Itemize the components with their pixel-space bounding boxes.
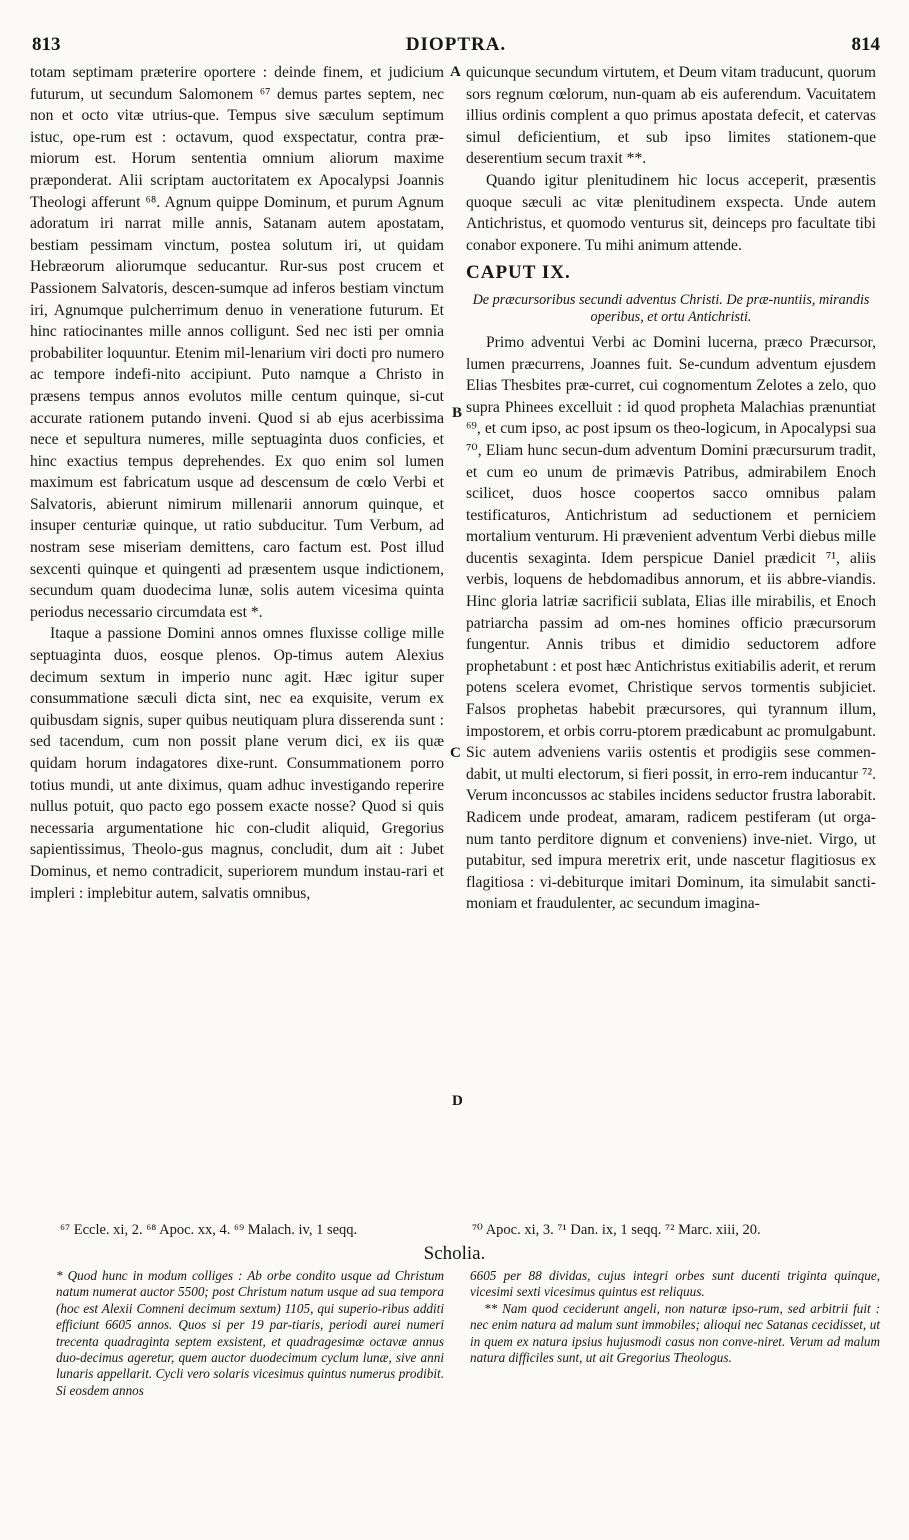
scholion-1: * Quod hunc in modum colliges : Ab orbe condito usque ad Christum natum numerat auctor 5500; post Christum natum usque ad sua tempora (hoc est Alexii Comneni decimum sextum) 1105, qui superio-ribus additi efficiunt 6605 annos. Quos si per 19 par-tiaris, periodi aurei numeri trecenta quadraginta septem exsistent, et quadragesimæ octavæ annus duo-decimus ageretur, quem auctor duodecimum cyclum lunæ, sive anni lunaris appellarit. Cycli vero solaris vicesimus quintus numerus prodibit. Si eosdem annos — [56, 1268, 444, 1398]
right-paragraph-3: Primo adventui Verbi ac Domini lucerna, præco Præcursor, lumen præcurrens, Joannes fuit. Se-cundum adventum ejusdem Elias Thesbites præ-curret, cui cognomentum Zelotes a zelo, quo supra Phinees excelluit : id quod propheta Malachias prænuntiat ⁶⁹, et cum ipso, ac post ipsum os theo-logicum, in Apocalypsi sua ⁷⁰, Eliam hunc secun-dum adventum Domini præcursurum tradit, et cum eo unum de primævis Patribus, admirabilem Enoch scilicet, duos hosce coopertos sacco omnibus palam testificaturos, Antichristum ad seductionem et perniciem mortalium venturum. Hi prævenient adventum Verbi diebus mille ducentis sexaginta. Idem perspicue Daniel prædicit ⁷¹, aliis verbis, loquens de hebdomadibus annorum, et iis abbre-viandis. Hinc gloria latriæ sacrificii sublata, Elias ille mirabilis, et Enoch patriarcha passim ad om-nes homines officio præcursorum fungentur. Annis tribus et dimidio seductorem adfore prophetabunt : et post hæc Antichristus exitiabilis aderit, et rerum potens scelera evomet, Christique servos tormentis subjiciet. Falsos prophetas habebit præcursores, qui tyrannum illum, impostorem, et orbis corru-ptorem prædicabunt ac promulgabunt. Sic autem adveniens variis ostentis et prodigiis sese commen-dabit, ut multi electorum, si fieri possit, in erro-rem inducantur ⁷². Verum inconcussos ac stabiles incidens seductor frustra laborabit. Radicem unde prodeat, amaram, radicem pestiferam (ut orga-num tanto perditore dignum et conveniens) inve-niet. Virgo, ut putabitur, sed impura meretrix erit, unde nascetur flagitiosus ex flagitiosa : vi-debiturque imitari Dominum, ita simulabit sancti-moniam et fraudulenter, ac secundum imagina- — [466, 333, 876, 913]
footnotes-right: ⁷⁰ Apoc. xi, 3. ⁷¹ Dan. ix, 1 seqq. ⁷² Marc. xiii, 20. — [472, 1222, 761, 1238]
right-paragraph-2: Quando igitur plenitudinem hic locus acceperit, præsentis quoque sæculi ac vitæ plenitudinem exspecta. Unde autem Antichristus, et quomodo venturus sit, deinceps pro facultate tibi conabor exponere. Tu mihi animum attende. — [466, 171, 876, 254]
margin-letter-c: C — [450, 745, 461, 761]
margin-letter-d: D — [452, 1093, 463, 1109]
left-paragraph-1: totam septimam præterire oportere : deinde finem, et judicium futurum, ut secundum Salomonem ⁶⁷ demus partes septem, nec non et octo vitæ utrius-que. Tempus sive sæculum septimum istuc, ope-rum est : octavum, quod exspectatur, contra præ-miorum est. Horum sententia omnium aliorum maxime præponderat. Alii scriptam auctoritatem ex Apocalypsi Joannis Theologi afferunt ⁶⁸. Agnum quippe Dominum, et purum Agnum adoratum iri narrat mille annis, Satanam autem apostatam, bestiam pessimam vinctum, postea solutum iri, ut quidam Hebræorum aliorumque seducantur. Rur-sus post crucem et Passionem Salvatoris, descen-sumque ad inferos bestiam vinctum iri, Agnumque pulcherrimum denuo in veneratione futurum. Et hinc ratiocinantes mille annos colligunt. Sed nec isti per omnia probabiliter loquuntur. Etenim mil-lenarium viri docti pro numero ac tempore indefi-nito accipiunt. Puto namque a Christo in præsens tempus annos evolutos mille centum quinque, si-cut accurate rationem putando inveni. Quod si ab ejus acerbissima nece et sepultura numeres, mille septuaginta duos conficies, et hinc exactius tempus deprehendes. Ex quo enim sol lumen maximum est fabricatum usque ad descensum de cœlo Verbi et Salvatoris, abierunt nimirum millenarii annorum quinque, et insuper centuriæ quinque, ut ratio subducitur. Tum Verbum, ad nostram sese miseriam demittens, caro factum est. Post illud sexcenti quinque et quingenti ad præsentem usque indictionem, secundum quam duodecima lunæ, solis autem vicesima quinta periodus necessario circumdata est *. — [30, 64, 444, 621]
margin-letter-a: A — [450, 64, 461, 80]
scholion-2: ** Nam quod ceciderunt angeli, non naturæ ipso-rum, sed arbitrii fuit : nec enim natura ad malum sunt immobiles; alioqui nec Satanas cecidisset, ut in quem ex natura ipsius hujusmodi casus non conve-niret. Verum ad malum natura difficiles sunt, ut ait Gregorius Theologus. — [470, 1300, 880, 1366]
right-paragraph-1: quicunque secundum virtutem, et Deum vitam traducunt, quorum sors regnum cœlorum, nun-quam ab eis auferendum. Vacuitatem illius ordinis complent a quo primus apostata defecit, et catervas simul deficientium, et sub ipso limites stationem-que deserentium secum traxit **. — [466, 64, 876, 168]
scholion-1-continued: 6605 per 88 dividas, cujus integri orbes sunt ducenti triginta quinque, vicesimi sexti vicesimus quintus est reliquus. — [470, 1268, 880, 1300]
footnotes-left: ⁶⁷ Eccle. xi, 2. ⁶⁸ Apoc. xx, 4. ⁶⁹ Malach. iv, 1 seqq. — [60, 1222, 358, 1238]
scholia-left-column — [56, 1268, 444, 1399]
left-paragraph-2: Itaque a passione Domini annos omnes fluxisse collige mille septuaginta duos, eosque plenos. Op-timus autem Alexius decimum sextum in imperio nunc agit. Hæc igitur super consummatione sæculi dicta sint, nec ea exquisite, verum ex quibusdam signis, super quibus neutiquam plura disserenda sunt : sed tacendum, cum non possit plane verum dici, ex iis quæ quidam horum indagatores dixe-runt. Consummationem porro totius mundi, ut ante diximus, quam adhuc investigando reperire nullus potuit, quo pacto ego possem exacte nosse? Quod si quis necessaria argumentatione hic con-cludit aliquid, Gregorius sapientissimus, Theolo-gus magnus, concludit, dum ait : Jubet Dominus, et nemo contradicit, superiorem mundum instau-rari et impleri : implebitur autem, salvatis omnibus, — [30, 625, 444, 902]
scholia-right-column — [470, 1268, 880, 1366]
margin-letter-b: B — [452, 405, 463, 421]
left-text-column — [30, 62, 444, 904]
right-text-column — [466, 62, 876, 915]
running-title: DIOPTRA. — [405, 34, 507, 55]
chapter-title: CAPUT IX. — [466, 262, 571, 284]
chapter-rubric: De præcursoribus secundi adventus Christi. De præ-nuntiis, mirandis operibus, et ortu Antichristi. — [472, 291, 870, 325]
left-page-number: 813 — [32, 34, 61, 55]
right-page-number: 814 — [851, 34, 880, 55]
page-header — [32, 34, 880, 64]
scholia-heading: Scholia. — [423, 1243, 486, 1264]
